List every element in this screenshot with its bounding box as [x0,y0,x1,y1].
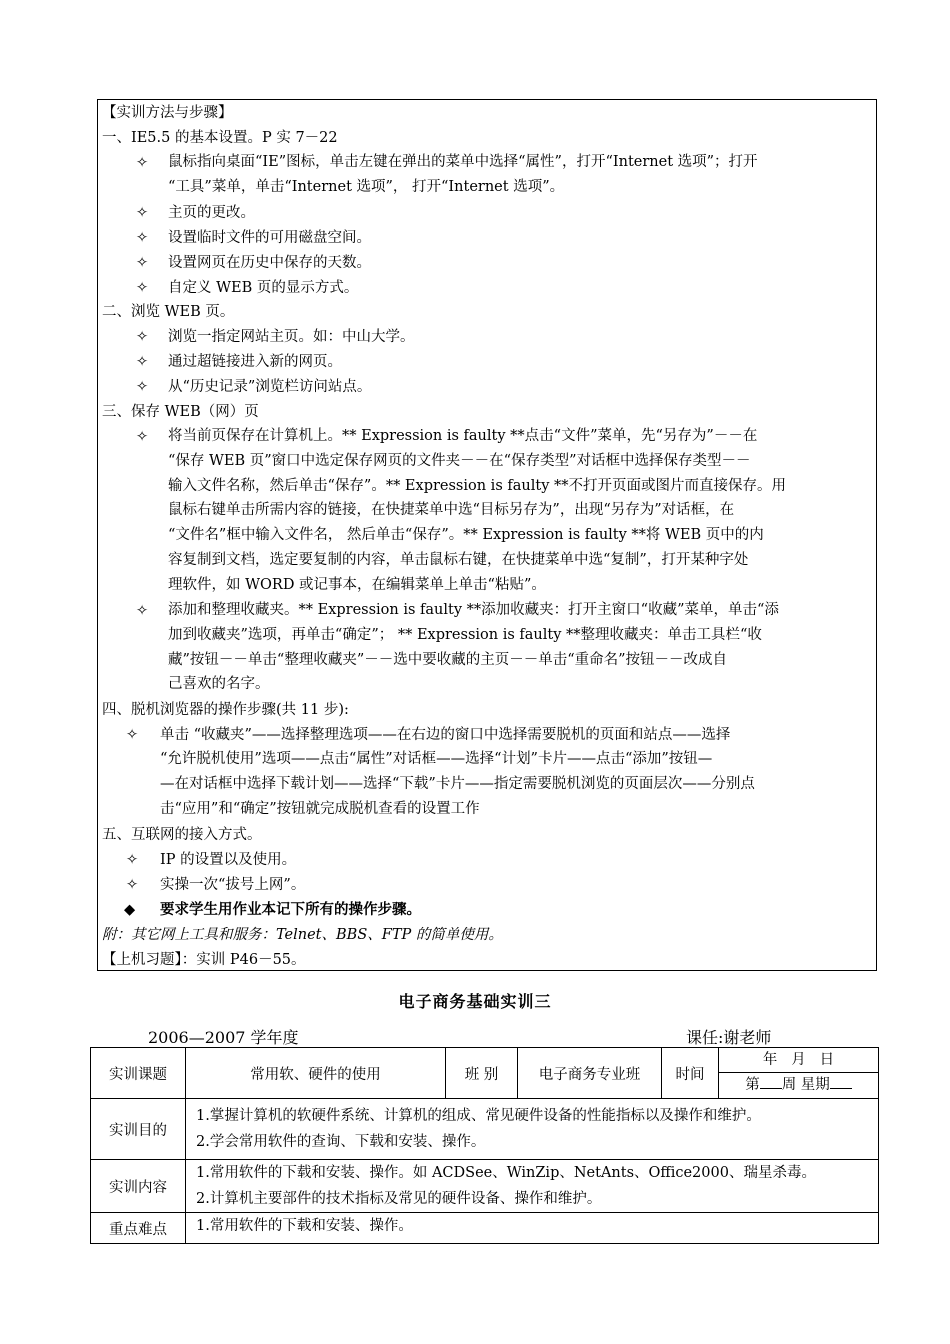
key-label: 重点难点 [91,1213,186,1244]
purpose-label: 实训目的 [91,1099,186,1160]
s3-item-2: 添加和整理收藏夹。** Expression is faulty **添加收藏夹：打开主窗口“收藏”菜单，单击“添 加到收藏夹”选项，再单击“确定”； ** Expression is faulty **整理收藏夹：单击工具栏“收 藏”按钮－－单击“整理收藏夹”－－选中要收藏的主页－－单击“重命名”按钮－－改成自 己喜欢的名字。 [168,602,779,693]
week-text: 第 周 星期 [719,1073,878,1098]
training-info-table [90,1047,879,1244]
exercise-line: 【上机习题】：实训 P46－55。 [102,952,306,968]
topic-label: 实训课题 [91,1048,186,1099]
s5-item-1: IP 的设置以及使用。 [160,852,297,868]
s2-item-3: 从“历史记录”浏览栏访问站点。 [168,379,372,395]
bullet-icon: ✧ [136,155,149,171]
section-5-title: 五、互联网的接入方式。 [102,827,262,843]
bullet-icon: ✧ [136,603,149,619]
s1-item-5: 自定义 WEB 页的显示方式。 [168,280,359,296]
teacher-name: 课任:谢老师 [686,1028,772,1047]
content-text: 1.常用软件的下载和安装、操作。如 ACDSee、WinZip、NetAnts、Office2000、瑞星杀毒。 2.计算机主要部件的技术指标及常见的硬件设备、操作和维护。 [186,1160,879,1213]
bullet-icon: ✧ [136,379,149,395]
bullet-icon: ✧ [136,230,149,246]
s3-item-1: 将当前页保存在计算机上。** Expression is faulty **点击“文件”菜单，先“另存为”－－在 “保存 WEB 页”窗口中选定保存网页的文件夹－－在“保存类型”对话框中选择保存类型－－ 输入文件名称，然后单击“保存”。** Expression is faulty **不打开页面或图片而直接保存。用 鼠标右键单击所需内容的链接，在快捷菜单中选“目标另存为”，出现“另存为”对话框，在 “文件名”框中输入文件名， 然后单击“保存”。** Expression is faulty **将 WEB 页中的内 容复制到文档，选定要复制的内容，单击鼠标右键，在快捷菜单中选“复制”，打开某种字处 理软件，如 WORD 或记事本，在编辑菜单上单击“粘贴”。 [168,428,786,593]
s2-item-1: 浏览一指定网站主页。如：中山大学。 [168,329,415,345]
s4-item-line-1: 单击 “收藏夹”——选择整理选项——在右边的窗口中选择需要脱机的页面和站点——选择 [160,727,731,743]
content-label: 实训内容 [91,1160,186,1213]
purpose-text: 1.掌握计算机的软硬件系统、计算机的组成、常见硬件设备的性能指标以及操作和维护。 2.学会常用软件的查询、下载和安装、操作。 [186,1099,879,1160]
bullet-icon: ✧ [136,205,149,221]
bullet-icon: ✧ [126,852,139,868]
class-value: 电子商务专业班 [518,1048,662,1099]
bullet-icon: ✧ [136,429,149,445]
bullet-icon: ✧ [136,354,149,370]
s1-item-2: 主页的更改。 [168,205,255,221]
school-year: 2006—2007 学年度 [148,1028,299,1047]
bullet-icon: ✧ [136,280,149,296]
key-text: 1.常用软件的下载和安装、操作。 [186,1213,879,1244]
bullet-icon: ✧ [136,255,149,271]
note-line: 附：其它网上工具和服务：Telnet、BBS、FTP 的简单使用。 [102,927,503,943]
section-1-title: 一、IE5.5 的基本设置。P 实 7－22 [102,130,338,146]
s5-item-2: 实操一次“拔号上网”。 [160,877,306,893]
method-header: 【实训方法与步骤】 [102,105,233,121]
topic-value: 常用软、硬件的使用 [186,1048,446,1099]
section-2-title: 二、浏览 WEB 页。 [102,304,235,320]
bullet-icon: ✧ [126,727,139,743]
s5-bold-item: 要求学生用作业本记下所有的操作步骤。 [160,901,421,918]
date-text: 年 月 日 [719,1048,878,1073]
bullet-icon: ✧ [126,877,139,893]
bullet-icon: ✧ [136,329,149,345]
section-3-title: 三、保存 WEB（网）页 [102,404,259,420]
section-4-title: 四、脱机浏览器的操作步骤(共 11 步): [102,702,349,718]
time-label: 时间 [662,1048,719,1099]
page-title: 电子商务基础实训三 [398,992,552,1011]
s4-item-rest: “允许脱机使用”选项——点击“属性”对话框——选择“计划”卡片——点击“添加”按钮— —在对话框中选择下载计划——选择“下载”卡片——指定需要脱机浏览的页面层次——分别点 击“应用”和“确定”按钮就完成脱机查看的设置工作 [160,751,755,817]
s1-item-4: 设置网页在历史中保存的天数。 [168,255,371,271]
class-label: 班 别 [446,1048,518,1099]
s1-item-3: 设置临时文件的可用磁盘空间。 [168,230,371,246]
s2-item-2: 通过超链接进入新的网页。 [168,354,342,370]
diamond-bullet-icon: ◆ [124,901,136,918]
date-cell [719,1048,879,1099]
s1-item-1: 鼠标指向桌面“IE”图标，单击左键在弹出的菜单中选择“属性”，打开“Internet 选项”；打开 “工具”菜单，单击“Internet 选项”， 打开“Internet 选项”。 [168,154,758,195]
